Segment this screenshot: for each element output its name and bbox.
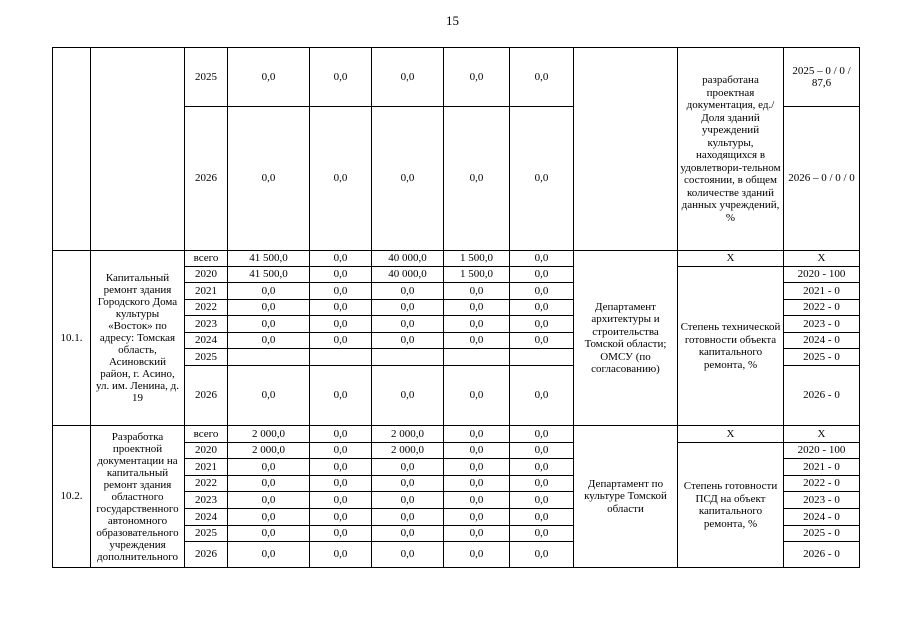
amount-local-cell: 0,0 [444,300,510,316]
amount-local-cell: 0,0 [444,526,510,542]
amount-regional-cell: 0,0 [372,492,444,509]
row-number-cell: 10.1. [53,251,91,426]
indicator-x-cell: Х [678,251,784,267]
target-value-cell: 2024 - 0 [784,509,860,526]
indicator-x-cell: Х [678,426,784,443]
amount-regional-cell: 0,0 [372,366,444,426]
amount-regional-cell: 0,0 [372,526,444,542]
amount-other-cell: 0,0 [510,492,574,509]
amount-federal-cell: 0,0 [310,459,372,476]
year-cell: всего [185,251,228,267]
indicator-cell: Степень готовности ПСД на объект капитального ремонта, % [678,443,784,568]
amount-local-cell: 0,0 [444,48,510,107]
amount-total-cell: 2 000,0 [228,443,310,459]
amount-local-cell: 0,0 [444,459,510,476]
amount-regional-cell: 0,0 [372,283,444,300]
target-value-cell: 2023 - 0 [784,316,860,333]
amount-local-cell: 0,0 [444,426,510,443]
amount-other-cell: 0,0 [510,283,574,300]
amount-total-cell: 0,0 [228,459,310,476]
measure-name-cell [91,48,185,251]
measure-name-cell: Разработка проектной документации на капитальный ремонт здания областного государственного автономного образовательного учреждения дополнительного [91,426,185,568]
year-cell: 2021 [185,283,228,300]
amount-local-cell: 0,0 [444,107,510,251]
indicator-cell: Степень технической готовности объекта капитального ремонта, % [678,267,784,426]
executor-cell: Департамент по культуре Томской области [574,426,678,568]
amount-federal-cell: 0,0 [310,333,372,349]
amount-total-cell: 0,0 [228,509,310,526]
target-value-cell: 2025 - 0 [784,526,860,542]
year-cell: 2023 [185,316,228,333]
amount-regional-cell: 40 000,0 [372,267,444,283]
year-cell: 2024 [185,333,228,349]
amount-regional-cell: 0,0 [372,509,444,526]
amount-federal-cell: 0,0 [310,476,372,492]
amount-total-cell: 0,0 [228,526,310,542]
amount-total-cell [228,349,310,366]
amount-federal-cell: 0,0 [310,267,372,283]
amount-federal-cell: 0,0 [310,542,372,568]
amount-total-cell: 0,0 [228,48,310,107]
amount-other-cell: 0,0 [510,316,574,333]
year-cell: 2023 [185,492,228,509]
amount-local-cell: 0,0 [444,366,510,426]
year-cell: всего [185,426,228,443]
amount-regional-cell: 0,0 [372,300,444,316]
amount-other-cell: 0,0 [510,48,574,107]
amount-local-cell: 0,0 [444,333,510,349]
target-value-cell: 2026 - 0 [784,542,860,568]
amount-federal-cell: 0,0 [310,283,372,300]
amount-regional-cell: 2 000,0 [372,443,444,459]
year-cell: 2022 [185,300,228,316]
year-cell: 2026 [185,542,228,568]
amount-other-cell: 0,0 [510,476,574,492]
amount-federal-cell: 0,0 [310,300,372,316]
amount-regional-cell: 0,0 [372,316,444,333]
year-cell: 2022 [185,476,228,492]
target-value-cell: 2022 - 0 [784,300,860,316]
amount-regional-cell: 0,0 [372,476,444,492]
row-number-cell: 10.2. [53,426,91,568]
target-x-cell: Х [784,426,860,443]
amount-total-cell: 41 500,0 [228,267,310,283]
amount-other-cell: 0,0 [510,426,574,443]
table-row [53,251,860,267]
amount-federal-cell: 0,0 [310,492,372,509]
amount-federal-cell: 0,0 [310,316,372,333]
year-cell: 2025 [185,526,228,542]
amount-total-cell: 0,0 [228,492,310,509]
amount-other-cell [510,349,574,366]
target-value-cell: 2025 - 0 [784,349,860,366]
amount-federal-cell: 0,0 [310,426,372,443]
amount-other-cell: 0,0 [510,443,574,459]
amount-total-cell: 0,0 [228,107,310,251]
amount-federal-cell [310,349,372,366]
year-cell: 2020 [185,267,228,283]
amount-federal-cell: 0,0 [310,251,372,267]
target-value-cell: 2020 - 100 [784,267,860,283]
amount-federal-cell: 0,0 [310,107,372,251]
amount-local-cell: 0,0 [444,542,510,568]
amount-local-cell: 1 500,0 [444,251,510,267]
amount-total-cell: 2 000,0 [228,426,310,443]
year-cell: 2026 [185,107,228,251]
amount-total-cell: 0,0 [228,333,310,349]
target-value-cell: 2021 - 0 [784,459,860,476]
amount-regional-cell: 0,0 [372,48,444,107]
amount-total-cell: 41 500,0 [228,251,310,267]
year-cell: 2026 [185,366,228,426]
amount-total-cell: 0,0 [228,283,310,300]
amount-regional-cell: 0,0 [372,459,444,476]
row-number-cell [53,48,91,251]
amount-other-cell: 0,0 [510,459,574,476]
program-table [52,47,860,568]
amount-local-cell: 1 500,0 [444,267,510,283]
amount-other-cell: 0,0 [510,509,574,526]
amount-regional-cell [372,349,444,366]
target-value-cell: 2026 - 0 [784,366,860,426]
measure-name-cell: Капитальный ремонт здания Городского Дома культуры «Восток» по адресу: Томская область, Асиновский район, г. Асино, ул. им. Ленина, д. 19 [91,251,185,426]
target-value-cell: 2022 - 0 [784,476,860,492]
year-cell: 2024 [185,509,228,526]
amount-local-cell: 0,0 [444,316,510,333]
amount-other-cell: 0,0 [510,267,574,283]
executor-cell [574,48,678,251]
target-x-cell: Х [784,251,860,267]
amount-local-cell: 0,0 [444,476,510,492]
amount-total-cell: 0,0 [228,476,310,492]
amount-federal-cell: 0,0 [310,366,372,426]
year-cell: 2025 [185,349,228,366]
amount-total-cell: 0,0 [228,316,310,333]
amount-local-cell: 0,0 [444,492,510,509]
page-number: 15 [446,13,459,28]
amount-local-cell: 0,0 [444,283,510,300]
amount-federal-cell: 0,0 [310,526,372,542]
year-cell: 2025 [185,48,228,107]
amount-local-cell: 0,0 [444,509,510,526]
target-value-cell: 2020 - 100 [784,443,860,459]
amount-regional-cell: 40 000,0 [372,251,444,267]
amount-regional-cell: 0,0 [372,107,444,251]
amount-regional-cell: 0,0 [372,333,444,349]
amount-total-cell: 0,0 [228,366,310,426]
amount-regional-cell: 2 000,0 [372,426,444,443]
target-value-cell: 2023 - 0 [784,492,860,509]
table-row [53,426,860,443]
amount-federal-cell: 0,0 [310,48,372,107]
target-value-cell: 2021 - 0 [784,283,860,300]
year-cell: 2021 [185,459,228,476]
target-value-cell: 2026 – 0 / 0 / 0 [784,107,860,251]
amount-other-cell: 0,0 [510,333,574,349]
target-value-cell: 2024 - 0 [784,333,860,349]
target-value-cell: 2025 – 0 / 0 / 87,6 [784,48,860,107]
amount-local-cell: 0,0 [444,443,510,459]
table-row [53,48,860,107]
amount-federal-cell: 0,0 [310,509,372,526]
amount-other-cell: 0,0 [510,542,574,568]
amount-total-cell: 0,0 [228,300,310,316]
indicator-cell: разработана проектная документация, ед./ Доля зданий учреждений культуры, находящихся в удовлетвори-тельном состоянии, в общем количестве зданий данных учреждений, % [678,48,784,251]
amount-local-cell [444,349,510,366]
executor-cell: Департамент архитектуры и строительства Томской области; ОМСУ (по согласованию) [574,251,678,426]
amount-total-cell: 0,0 [228,542,310,568]
amount-other-cell: 0,0 [510,526,574,542]
amount-other-cell: 0,0 [510,251,574,267]
amount-regional-cell: 0,0 [372,542,444,568]
amount-other-cell: 0,0 [510,300,574,316]
amount-federal-cell: 0,0 [310,443,372,459]
amount-other-cell: 0,0 [510,366,574,426]
year-cell: 2020 [185,443,228,459]
amount-other-cell: 0,0 [510,107,574,251]
